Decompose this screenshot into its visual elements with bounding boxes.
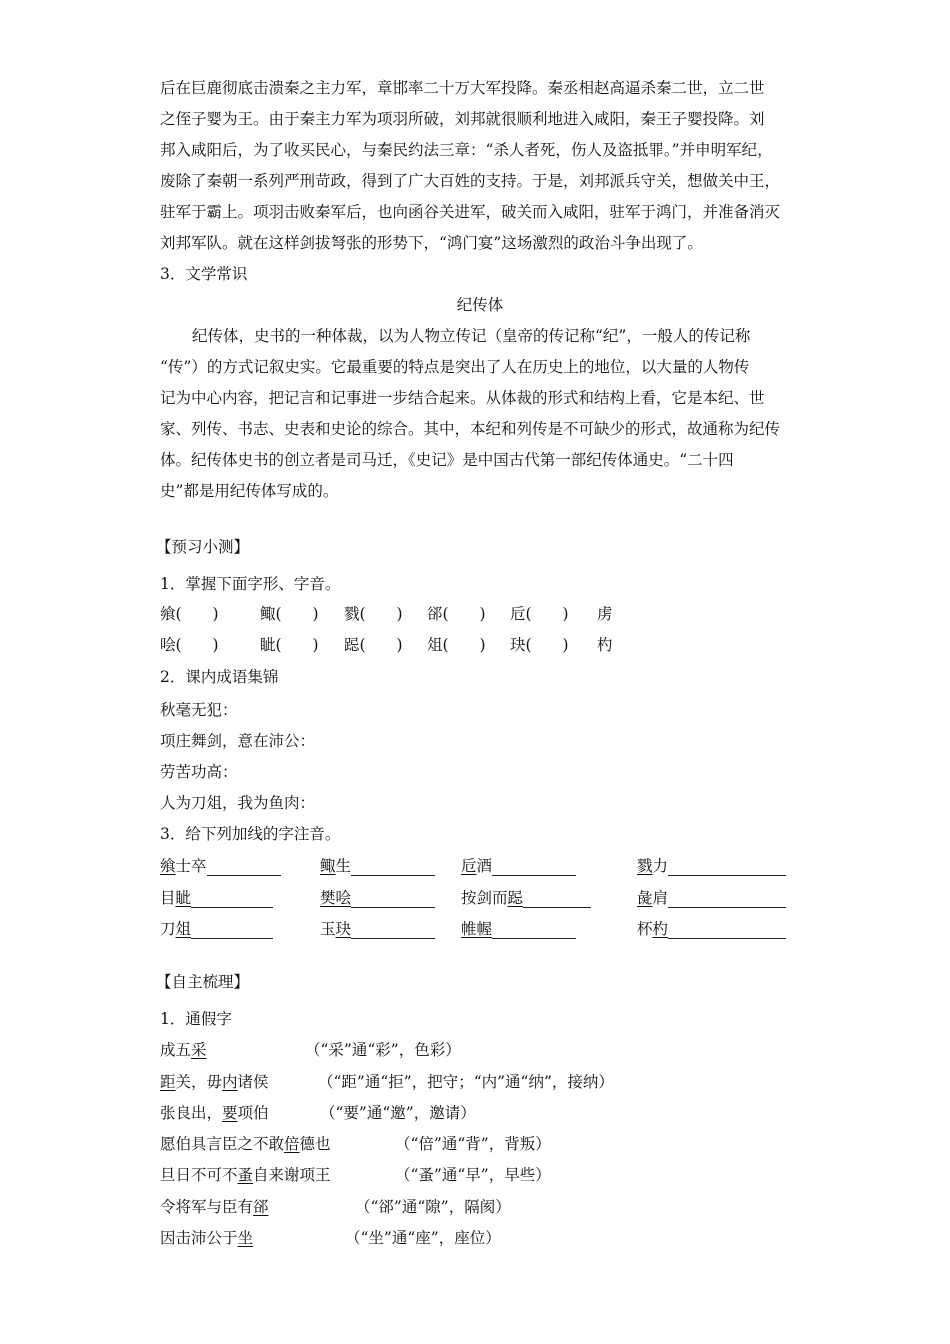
- char-item: 俎( ): [427, 636, 486, 654]
- char-item: 眦( ): [260, 636, 319, 654]
- answer-blank[interactable]: [191, 891, 273, 908]
- word-text: 肩: [652, 889, 669, 907]
- underlined-char: 玦: [335, 920, 352, 938]
- pinyin-row: [160, 919, 800, 941]
- word-text: 力: [652, 857, 669, 875]
- word-text: 玉: [320, 920, 336, 938]
- tongjiazi-item: [160, 1197, 800, 1219]
- underlined-char: 倍: [284, 1135, 300, 1153]
- underlined-char: 眦: [175, 889, 192, 907]
- sorting-title: 【自主梳理】: [156, 973, 250, 991]
- sentence-text: 因击沛公于: [160, 1229, 238, 1247]
- explanation-note: （“坐”通“座”，座位）: [345, 1229, 501, 1247]
- sorting-question-1: 1．通假字: [160, 1010, 232, 1028]
- answer-blank[interactable]: [351, 922, 435, 939]
- underlined-char: 坐: [237, 1229, 254, 1247]
- explanation-note: （“采”通“彩”，色彩）: [305, 1041, 461, 1059]
- text-line: 驻军于霸上。项羽击败秦军后，也向函谷关进军，破关而入咸阳，驻军于鸿门，并准备消灭: [160, 203, 781, 221]
- char-row-2: [160, 635, 800, 657]
- pinyin-item: [461, 919, 576, 939]
- underlined-char: 帷幄: [461, 920, 493, 938]
- text-line: 刘邦军队。就在这样剑拔弩张的形势下，“鸿门宴”这场激烈的政治斗争出现了。: [160, 234, 703, 252]
- text-line: 纪传体，史书的一种体裁，以为人物立传记（皇帝的传记称“纪”，一般人的传记称: [192, 327, 751, 345]
- preview-question-1: 1．掌握下面字形、字音。: [160, 575, 341, 593]
- answer-blank[interactable]: [207, 859, 281, 876]
- underlined-char: 采: [191, 1041, 207, 1059]
- answer-blank[interactable]: [351, 859, 435, 876]
- word-text: 目: [160, 889, 176, 907]
- pinyin-item: [461, 888, 591, 908]
- preview-question-2: 2．课内成语集锦: [160, 668, 279, 686]
- text-line: 后在巨鹿彻底击溃秦之主力军，章邯率二十万大军投降。秦丞相赵高逼杀秦二世，立二世: [160, 79, 765, 97]
- idiom-item: 秋毫无犯：: [160, 701, 238, 719]
- tongjiazi-item: [160, 1134, 800, 1156]
- sentence-text: 张良出，: [160, 1104, 223, 1122]
- answer-blank[interactable]: [523, 891, 591, 908]
- char-item: 飨( ): [160, 605, 219, 623]
- example-sentence: [160, 1197, 269, 1217]
- char-item: 跽( ): [344, 636, 403, 654]
- text-line: 邦入咸阳后，为了收买民心，与秦民约法三章：“杀人者死，伤人及盗抵罪。”并申明军纪，: [160, 141, 773, 159]
- preview-question-3: 3．给下列加线的字注音。: [160, 825, 341, 843]
- sentence-text: 愿伯具言臣之不敢: [160, 1135, 285, 1153]
- underlined-char: 杓: [652, 920, 669, 938]
- explanation-note: （“郤”通“隙”，隔阂）: [355, 1198, 511, 1216]
- underlined-char: 距: [160, 1073, 176, 1091]
- tongjiazi-item: [160, 1103, 800, 1125]
- underlined-char: 俎: [175, 920, 192, 938]
- answer-blank[interactable]: [492, 859, 576, 876]
- char-item: 玦( ): [510, 636, 569, 654]
- sentence-text: 诸侯: [237, 1073, 269, 1091]
- word-text: 按剑而: [461, 889, 508, 907]
- word-text: 酒: [476, 857, 493, 875]
- answer-blank[interactable]: [191, 922, 273, 939]
- sentence-text: 项伯: [237, 1104, 269, 1122]
- text-line: 家、列传、书志、史表和史论的综合。其中，本纪和列传是不可缺少的形式，故通称为纪传: [160, 420, 781, 438]
- sentence-text: 令将军与臣有: [160, 1198, 254, 1216]
- example-sentence: [160, 1040, 207, 1060]
- pinyin-item: [637, 919, 786, 939]
- text-line: 废除了秦朝一系列严刑苛政，得到了广大百姓的支持。于是，刘邦派兵守关，想做关中王，: [160, 172, 781, 190]
- text-line: 之侄子婴为王。由于秦主力军为项羽所破，刘邦就很顺利地进入咸阳，秦王子婴投降。刘: [160, 110, 765, 128]
- pinyin-item: [160, 919, 273, 939]
- pinyin-item: [637, 856, 786, 876]
- example-sentence: [160, 1072, 269, 1092]
- answer-blank[interactable]: [668, 859, 786, 876]
- underlined-char: 内: [222, 1073, 238, 1091]
- underlined-char: 跽: [507, 889, 524, 907]
- sentence-text: 德也: [299, 1135, 331, 1153]
- text-line: 记为中心内容，把记言和记事进一步结合起来。从体裁的形式和结构上看，它是本纪、世: [160, 389, 765, 407]
- tongjiazi-item: [160, 1072, 800, 1094]
- pinyin-row: [160, 856, 800, 878]
- preview-title: 【预习小测】: [156, 538, 250, 556]
- char-item: 虏: [597, 605, 613, 623]
- pinyin-item: [637, 888, 786, 908]
- underlined-char: 蚤: [237, 1166, 254, 1184]
- explanation-note: （“距”通“拒”，把守；“内”通“纳”，接纳）: [318, 1073, 614, 1091]
- literature-heading: 3．文学常识: [160, 265, 248, 283]
- example-sentence: [160, 1103, 269, 1123]
- answer-blank[interactable]: [668, 922, 786, 939]
- underlined-char: 彘: [637, 889, 653, 907]
- word-text: 生: [335, 857, 352, 875]
- idiom-item: 项庄舞剑，意在沛公：: [160, 732, 316, 750]
- pinyin-row: [160, 888, 800, 910]
- literature-subtitle: 纪传体: [456, 296, 504, 314]
- example-sentence: [160, 1228, 253, 1248]
- pinyin-item: [320, 919, 435, 939]
- text-line: 史”都是用纪传体写成的。: [160, 482, 339, 500]
- pinyin-item: [461, 856, 576, 876]
- char-row-1: [160, 604, 800, 626]
- explanation-note: （“要”通“邀”，邀请）: [320, 1104, 476, 1122]
- tongjiazi-item: [160, 1228, 800, 1250]
- tongjiazi-item: [160, 1165, 800, 1187]
- underlined-char: 戮: [637, 857, 653, 875]
- char-item: 郤( ): [427, 605, 486, 623]
- char-item: 卮( ): [510, 605, 569, 623]
- underlined-char: 卮: [461, 857, 477, 875]
- underlined-char: 鲰: [320, 857, 336, 875]
- answer-blank[interactable]: [351, 891, 435, 908]
- sentence-text: 旦日不可不: [160, 1166, 238, 1184]
- pinyin-item: [320, 888, 435, 908]
- sentence-text: 自来谢项王: [253, 1166, 331, 1184]
- answer-blank[interactable]: [492, 922, 576, 939]
- pinyin-item: [160, 888, 273, 908]
- underlined-char: 樊哙: [320, 889, 352, 907]
- answer-blank[interactable]: [668, 891, 786, 908]
- underlined-char: 郤: [253, 1198, 269, 1216]
- pinyin-item: [160, 856, 281, 876]
- explanation-note: （“倍”通“背”，背叛）: [395, 1135, 551, 1153]
- idiom-item: 劳苦功高：: [160, 763, 238, 781]
- char-item: 戮( ): [344, 605, 403, 623]
- explanation-note: （“蚤”通“早”，早些）: [395, 1166, 551, 1184]
- example-sentence: [160, 1165, 331, 1185]
- pinyin-item: [320, 856, 435, 876]
- text-line: “传”）的方式记叙史实。它最重要的特点是突出了人在历史上的地位，以大量的人物传: [160, 358, 750, 376]
- char-item: 杓: [597, 636, 613, 654]
- sentence-text: 成五: [160, 1041, 192, 1059]
- word-text: 士卒: [175, 857, 207, 875]
- word-text: 刀: [160, 920, 176, 938]
- idiom-item: 人为刀俎，我为鱼肉：: [160, 794, 316, 812]
- tongjiazi-item: [160, 1040, 800, 1062]
- word-text: 杯: [637, 920, 653, 938]
- underlined-char: 飨: [160, 857, 176, 875]
- char-item: 哙( ): [160, 636, 219, 654]
- underlined-char: 要: [222, 1104, 238, 1122]
- text-line: 体。纪传体史书的创立者是司马迁，《史记》是中国古代第一部纪传体通史。“二十四: [160, 451, 734, 469]
- example-sentence: [160, 1134, 331, 1154]
- char-item: 鲰( ): [260, 605, 319, 623]
- sentence-text: 关，毋: [175, 1073, 223, 1091]
